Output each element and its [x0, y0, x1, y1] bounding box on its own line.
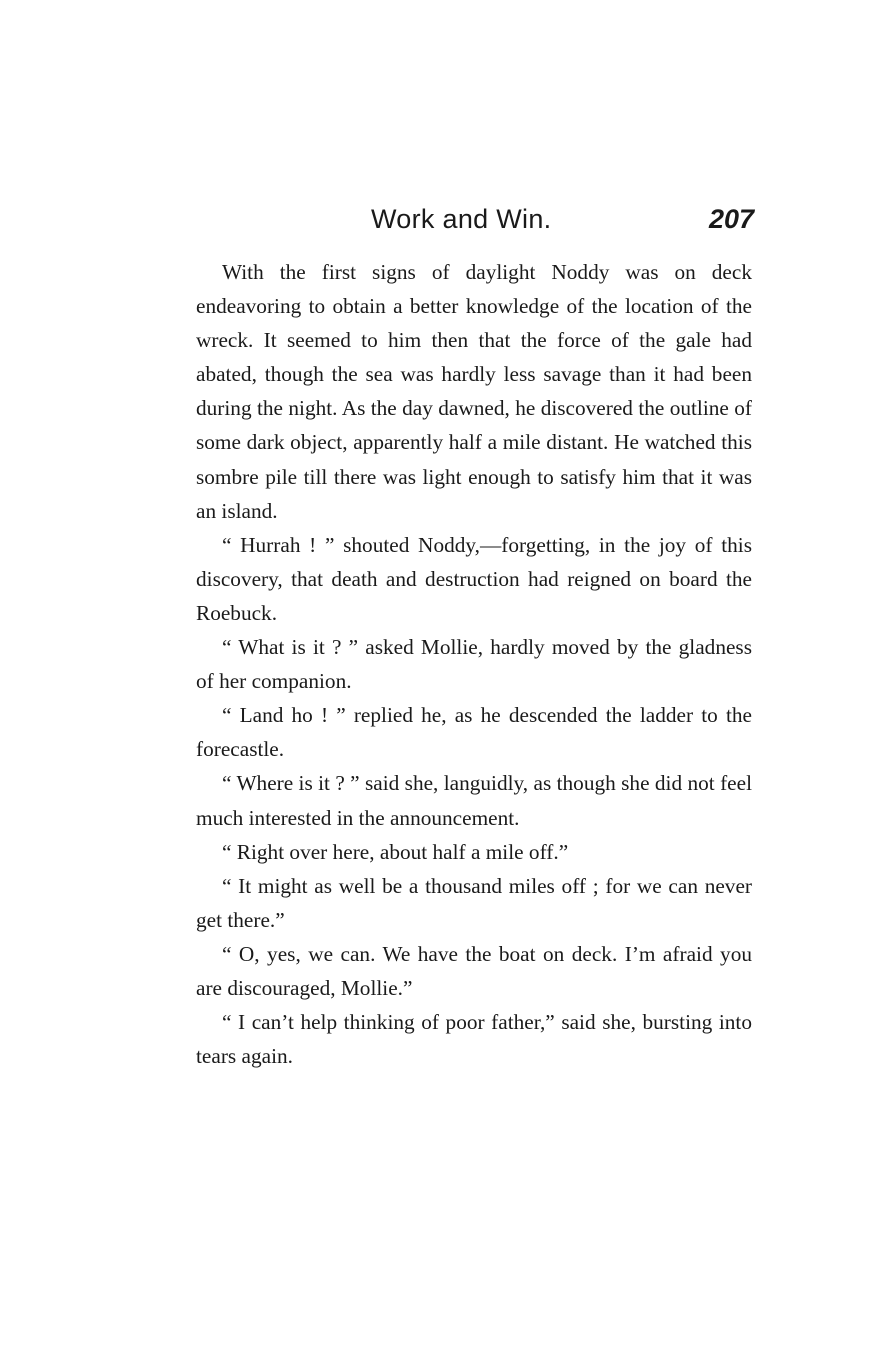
page-number: 207: [708, 204, 754, 234]
paragraph: “ Right over here, about half a mile off.”: [222, 839, 569, 864]
running-head: [196, 200, 756, 244]
paragraph: With the first signs of daylight Noddy was on deck endeavoring to obtain a better knowledge of the location of the wreck. It seemed to him then that the force of the gale had abated, though the sea was hardly less savage than it had been during the night. As the day dawned, he discovered the outline of some dark object, apparently half a mile distant. He watched this sombre pile till there was light enough to satisfy him that it was an island.: [196, 260, 752, 523]
paragraph: “ What is it ? ” asked Mollie, hardly moved by the gladness of her companion.: [196, 635, 752, 694]
paragraph: “ Where is it ? ” said she, languidly, as though she did not feel much interested in the announcement.: [196, 771, 752, 830]
paragraph: “ Hurrah ! ” shouted Noddy,—forgetting, in the joy of this discovery, that death and destruction had reigned on board the Roebuck.: [196, 532, 752, 625]
paragraph: “ Land ho ! ” replied he, as he descended the ladder to the forecastle.: [196, 703, 752, 762]
paragraph: “ It might as well be a thousand miles off ; for we can never get there.”: [196, 873, 752, 932]
paragraph: “ O, yes, we can. We have the boat on deck. I’m afraid you are discouraged, Mollie.”: [196, 941, 752, 1000]
paragraph: “ I can’t help thinking of poor father,” said she, bursting into tears again.: [196, 1010, 752, 1069]
running-title: Work and Win.: [371, 204, 552, 234]
body-text: [196, 255, 752, 1073]
